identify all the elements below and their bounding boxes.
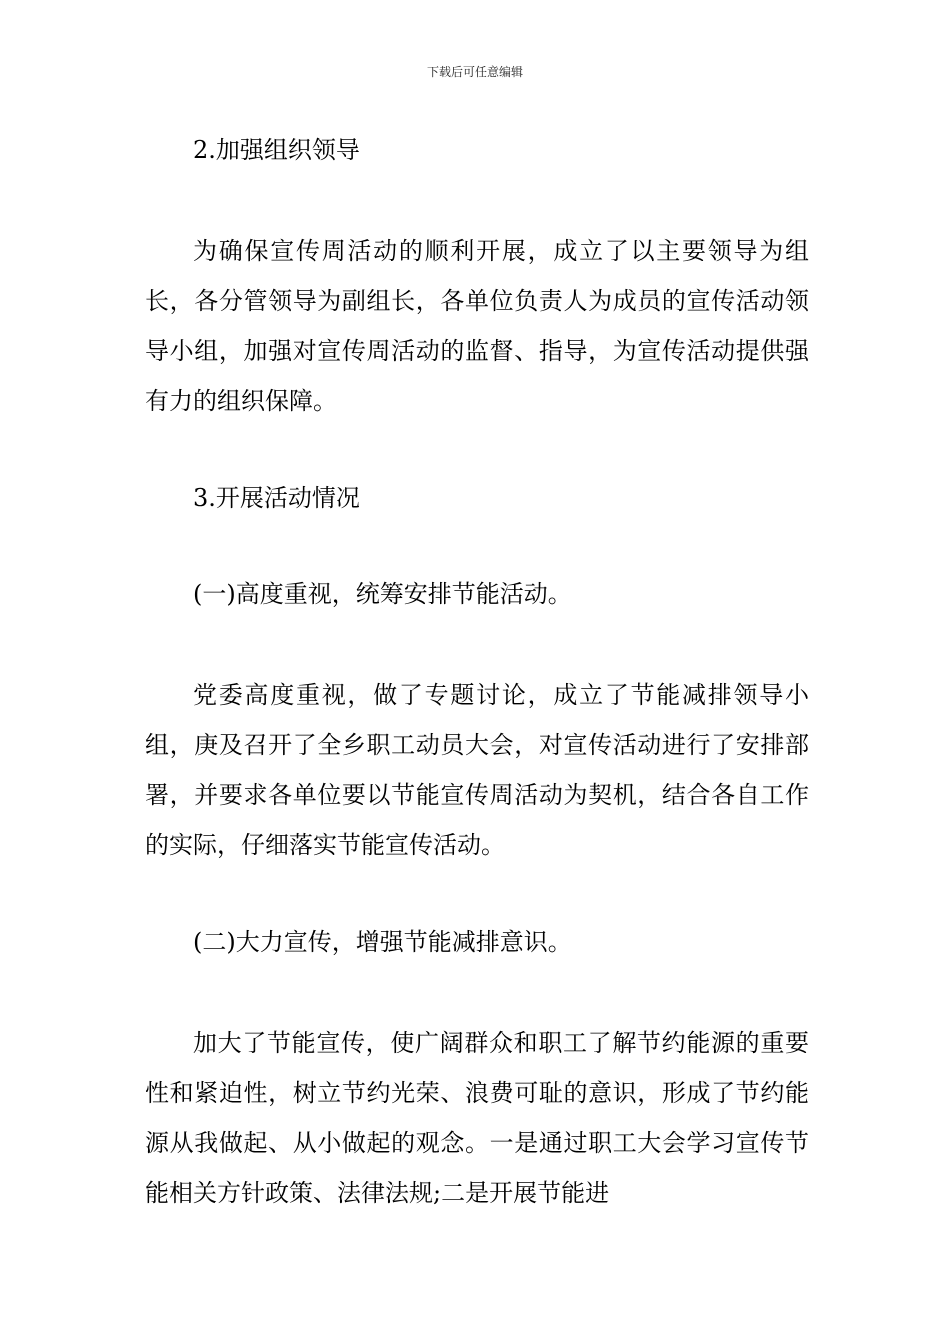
paragraph-publicity: 加大了节能宣传，使广阔群众和职工了解节约能源的重要性和紧迫性，树立节约光荣、浪费可耻的意识，形成了节约能源从我做起、从小做起的观念。一是通过职工大会学习宣传节能相关方针政策、法律法规;二是开展节能进 (145, 1029, 809, 1207)
paragraph-emphasis: 党委高度重视，做了专题讨论，成立了节能减排领导小组，庚及召开了全乡职工动员大会，对宣传活动进行了安排部署，并要求各单位要以节能宣传周活动为契机，结合各自工作的实际，仔细落实节能宣传活动。 (145, 681, 809, 859)
section-heading-2: 2.加强组织领导 (193, 136, 360, 164)
subheading-1: (一)高度重视，统筹安排节能活动。 (193, 580, 572, 608)
subheading-2: (二)大力宣传，增强节能减排意识。 (193, 928, 572, 956)
section-heading-3: 3.开展活动情况 (193, 484, 360, 512)
paragraph-organization: 为确保宣传周活动的顺利开展，成立了以主要领导为组长，各分管领导为副组长，各单位负责人为成员的宣传活动领导小组，加强对宣传周活动的监督、指导，为宣传活动提供强有力的组织保障。 (145, 237, 809, 415)
document-body (145, 130, 809, 1218)
page-header: 下载后可任意编辑 (426, 65, 523, 79)
